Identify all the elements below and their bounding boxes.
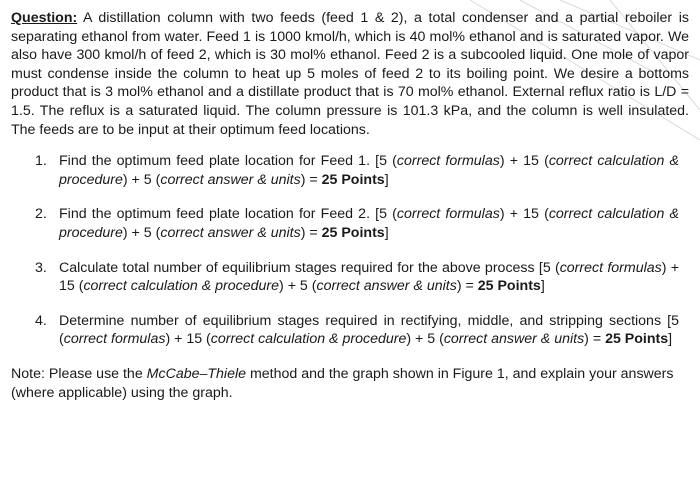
question-intro-text: A distillation column with two feeds (feed 1 & 2), a total condenser and a partial reboiler is separating ethanol from water. Feed 1 is 1000 kmol/h, which is 40 mol% ethanol and is saturated vapor. We also have 300 kmol/h of feed 2, which is 30 mol% ethanol. Feed 2 is a subcooled liquid. One mole of vapor must condense inside the column to heat up 5 moles of feed 2 to its boiling point. We desire a bottoms product that is 3 mol% ethanol and a distillate product that is 70 mol% ethanol. External reflux ratio is L/D = 1.5. The reflux is a saturated liquid. The column pressure is 101.3 kPa, and the column is well insulated. The feeds are to be input at their optimum feed locations. [11,10,689,138]
item-points: 25 Points [477,278,541,295]
item-text: ] [384,224,389,241]
question-document [11,9,689,402]
list-item [11,312,689,349]
item-text: ) + 5 ( [122,171,161,188]
item-text: ) = [300,171,322,188]
item-number: 2. [35,206,47,223]
item-text: ) + 5 ( [406,331,444,348]
item-text: ) + 15 ( [165,331,211,348]
item-text: ) = [584,331,606,348]
note-method: McCabe–Thiele [146,365,247,382]
note-text: Note: Please use the [11,365,147,382]
item-rubric: correct answer & units [443,331,585,348]
item-text: ) + 15 ( [499,206,549,223]
item-text: ) = [300,224,322,241]
item-rubric: correct formulas [396,153,500,170]
item-text: Calculate total number of equilibrium stages required for the above process [5 ( [59,259,560,276]
item-rubric: correct answer & units [160,224,301,241]
list-item [11,152,689,189]
question-label: Question: [11,10,78,26]
item-rubric: correct answer & units [160,171,301,188]
item-text: Determine number of equilibrium stages required in rectifying, middle, and stripping sections [5 ( [59,312,679,348]
item-number: 3. [35,259,47,276]
note-text: method and the graph shown in Figure 1, and explain your answers (where applicable) using the graph. [11,365,674,401]
item-rubric: correct answer & units [316,278,457,295]
item-text: Find the optimum feed plate location for Feed 1. [5 ( [59,153,397,170]
question-list [11,152,689,349]
item-points: 25 Points [605,331,669,348]
note-paragraph [11,365,689,402]
item-text: ) + 15 ( [59,259,680,295]
list-item [11,259,689,296]
item-rubric: correct formulas [396,206,500,223]
item-text: ) + 15 ( [499,153,549,170]
item-text: Find the optimum feed plate location for Feed 2. [5 ( [59,206,397,223]
item-rubric: correct calculation & procedure [83,278,280,295]
item-text: ] [384,171,389,188]
item-points: 25 Points [321,224,385,241]
item-text: ] [540,278,545,295]
item-rubric: correct formulas [559,259,662,276]
item-rubric: correct calculation & procedure [59,206,679,241]
item-number: 1. [35,153,47,170]
item-text: ] [668,331,673,348]
item-rubric: correct calculation & procedure [210,331,407,348]
item-rubric: correct formulas [63,331,166,348]
item-text: ) + 5 ( [122,224,161,241]
question-intro [11,9,689,139]
item-points: 25 Points [321,171,385,188]
item-number: 4. [35,312,47,329]
item-text: ) = [456,278,478,295]
item-rubric: correct calculation & procedure [59,153,679,188]
item-text: ) + 5 ( [279,278,317,295]
list-item [11,205,689,242]
